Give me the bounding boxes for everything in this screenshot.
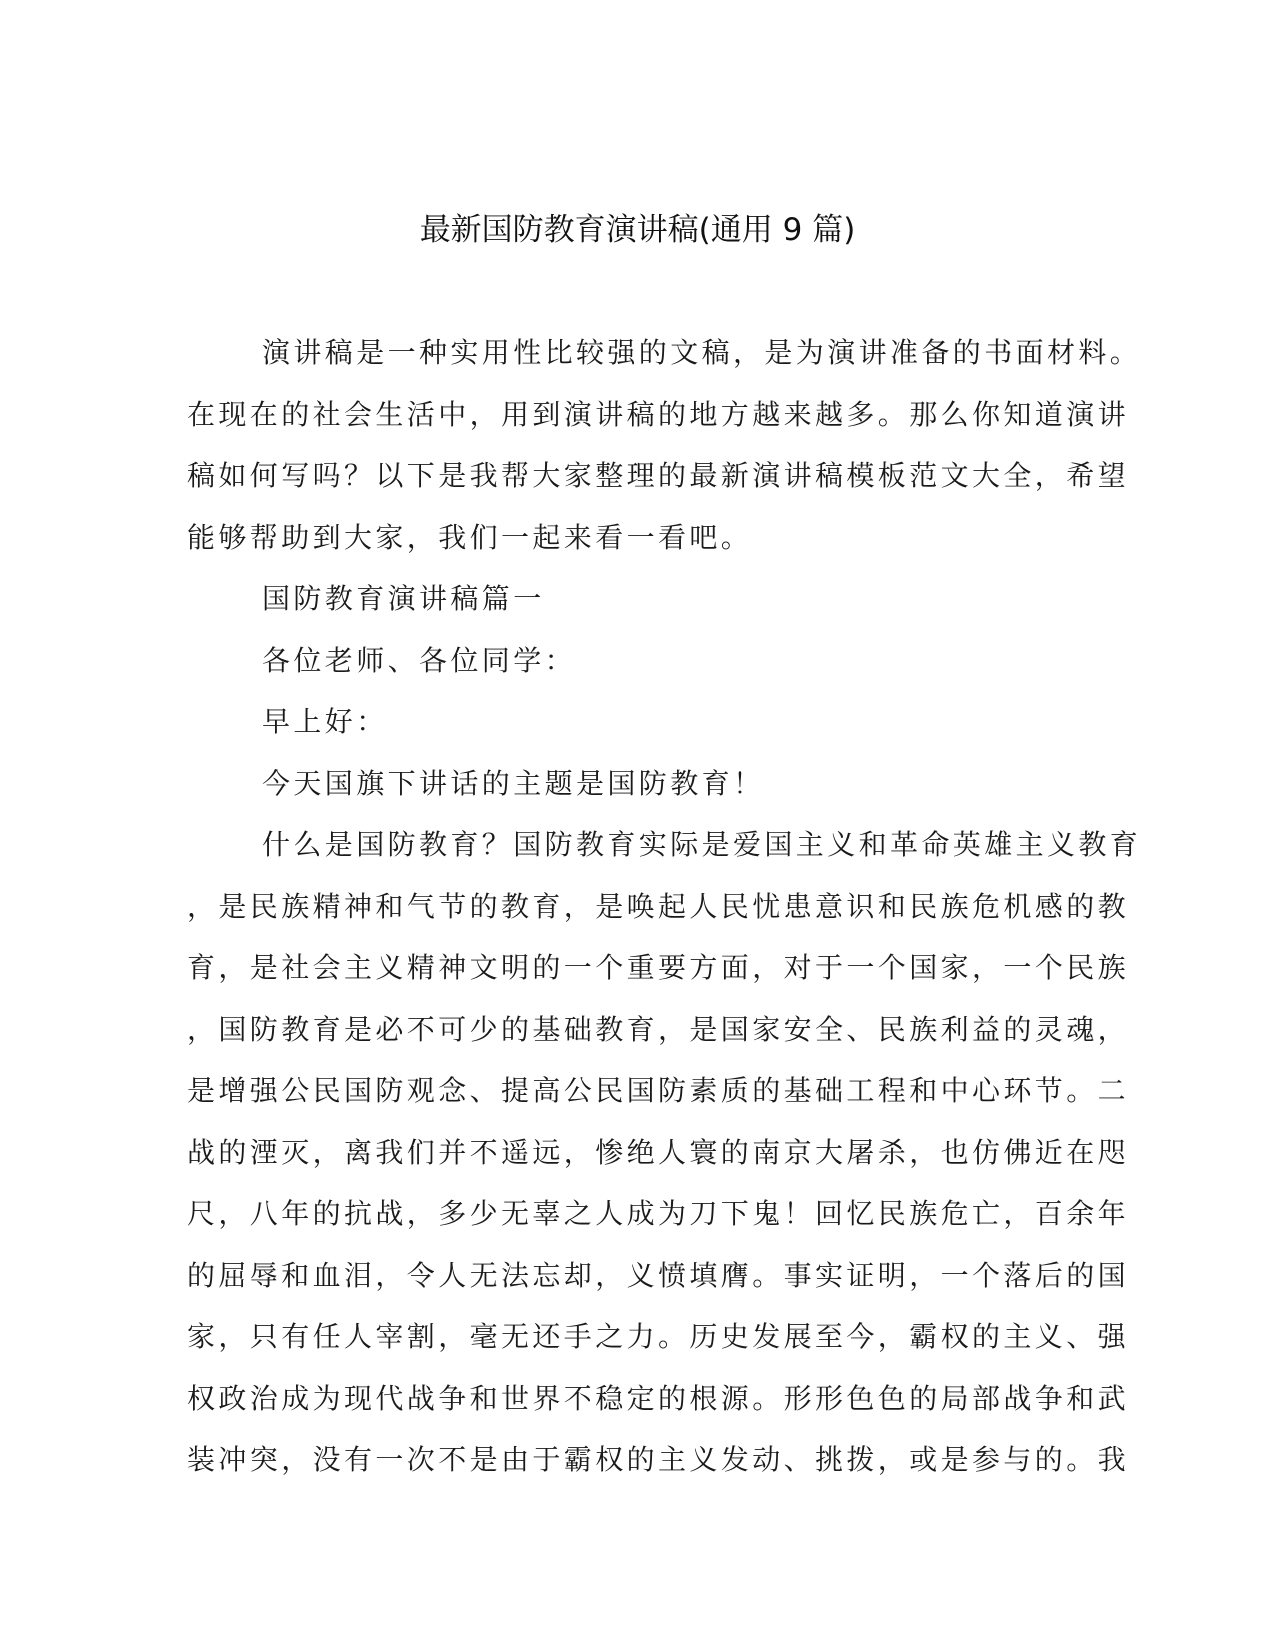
paragraph-line: 家，只有任人宰割，毫无还手之力。历史发展至今，霸权的主义、强	[187, 1320, 1130, 1353]
paragraph-line: 演讲稿是一种实用性比较强的文稿，是为演讲准备的书面材料。	[262, 336, 1142, 369]
salutation: 各位老师、各位同学：	[262, 643, 577, 677]
paragraph-line: 尺，八年的抗战，多少无辜之人成为刀下鬼！回忆民族危亡，百余年	[187, 1197, 1130, 1230]
greeting: 早上好：	[262, 705, 388, 738]
paragraph-line: 战的湮灭，离我们并不遥远，惨绝人寰的南京大屠杀，也仿佛近在咫	[187, 1135, 1130, 1169]
paragraph-line: 的屈辱和血泪，令人无法忘却，义愤填膺。事实证明，一个落后的国	[187, 1258, 1130, 1292]
paragraph-line: 是增强公民国防观念、提高公民国防素质的基础工程和中心环节。二	[187, 1074, 1130, 1107]
paragraph-line: ，国防教育是必不可少的基础教育，是国家安全、民族利益的灵魂，	[187, 1012, 1130, 1046]
section-heading: 国防教育演讲稿篇一	[262, 582, 545, 615]
paragraph-line: ，是民族精神和气节的教育，是唤起人民忧患意识和民族危机感的教	[187, 889, 1130, 923]
paragraph-line: 什么是国防教育？国防教育实际是爱国主义和革命英雄主义教育	[262, 828, 1142, 861]
paragraph-line: 能够帮助到大家，我们一起来看一看吧。	[187, 520, 753, 554]
document-body	[187, 322, 1142, 1491]
paragraph-line: 育，是社会主义精神文明的一个重要方面，对于一个国家，一个民族	[187, 951, 1130, 984]
document-title: 最新国防教育演讲稿(通用 9 篇)	[419, 212, 856, 248]
paragraph-line: 装冲突，没有一次不是由于霸权的主义发动、挑拨，或是参与的。我	[187, 1443, 1130, 1476]
paragraph-line: 今天国旗下讲话的主题是国防教育！	[262, 766, 765, 800]
paragraph-line: 在现在的社会生活中，用到演讲稿的地方越来越多。那么你知道演讲	[187, 397, 1130, 431]
paragraph-line: 稿如何写吗？以下是我帮大家整理的最新演讲稿模板范文大全，希望	[187, 459, 1130, 492]
paragraph-line: 权政治成为现代战争和世界不稳定的根源。形形色色的局部战争和武	[187, 1381, 1130, 1415]
